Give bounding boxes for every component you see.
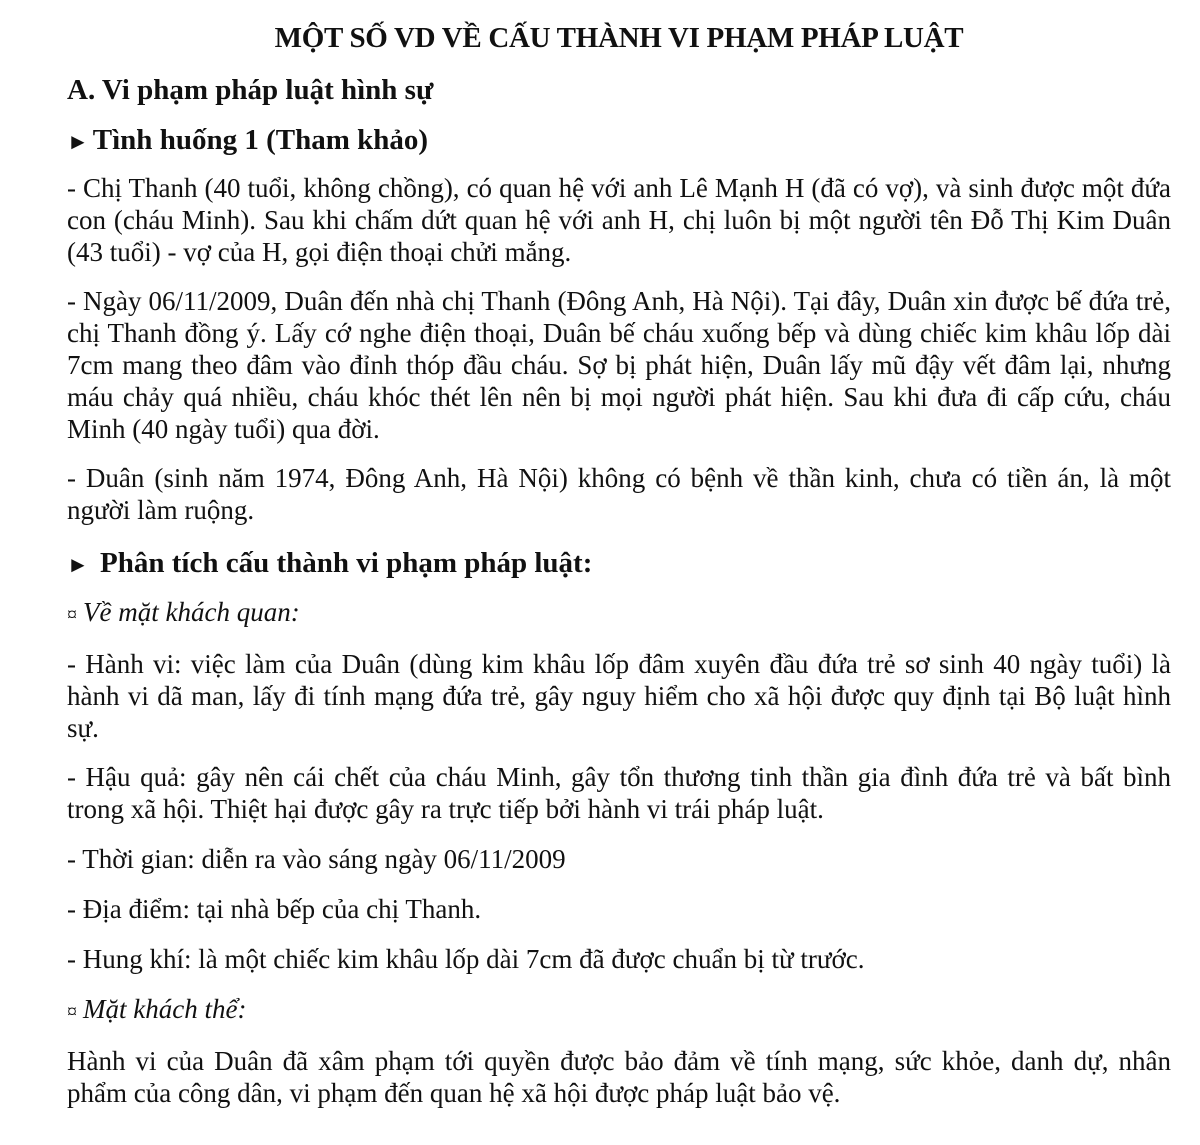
- object-paragraph: Hành vi của Duân đã xâm phạm tới quyền được bảo đảm về tính mạng, sức khỏe, danh dự, nhân phẩm của công dân, vi phạm đến quan hệ xã hội được pháp luật bảo vệ.: [67, 1046, 1171, 1108]
- currency-bullet-icon: ¤: [67, 1001, 77, 1023]
- place-line: - Địa điểm: tại nhà bếp của chị Thanh.: [67, 894, 482, 924]
- objective-heading-text: Về mặt khách quan:: [83, 597, 300, 627]
- analysis-heading-text: Phân tích cấu thành vi phạm pháp luật:: [100, 547, 593, 579]
- analysis-heading: [67, 543, 1171, 585]
- case-paragraph-1: - Chị Thanh (40 tuổi, không chồng), có quan hệ với anh Lê Mạnh H (đã có vợ), và sinh được một đứa con (cháu Minh). Sau khi chấm dứt quan hệ với anh H, chị luôn bị một người tên Đỗ Thị Kim Duân (43 tuổi) - vợ của H, gọi điện thoại chửi mắng.: [67, 173, 1171, 267]
- case-heading-text: Tình huống 1 (Tham khảo): [92, 124, 429, 156]
- object-heading-text: Mặt khách thể:: [83, 994, 247, 1024]
- objective-item-behavior: - Hành vi: việc làm của Duân (dùng kim khâu lốp đâm xuyên đầu đứa trẻ sơ sinh 40 ngày tuổi) là hành vi dã man, lấy đi tính mạng đứa trẻ, gây nguy hiểm cho xã hội được quy định tại Bộ luật hình sự.: [67, 649, 1171, 743]
- case-paragraph-2: - Ngày 06/11/2009, Duân đến nhà chị Thanh (Đông Anh, Hà Nội). Tại đây, Duân xin được bế đứa trẻ, chị Thanh đồng ý. Lấy cớ nghe điện thoại, Duân bế cháu xuống bếp và dùng chiếc kim khâu lốp dài 7cm mang theo đâm vào đỉnh thóp đầu cháu. Sợ bị phát hiện, Duân lấy mũ đậy vết đâm lại, nhưng máu chảy quá nhiều, cháu khóc thét lên nên bị mọi người phát hiện. Sau khi đưa đi cấp cứu, cháu Minh (40 ngày tuổi) qua đời.: [67, 286, 1171, 444]
- section-a-heading: A. Vi phạm pháp luật hình sự: [67, 74, 434, 106]
- document-page: [67, 18, 1171, 1126]
- document-title: MỘT SỐ VD VỀ CẤU THÀNH VI PHẠM PHÁP LUẬT: [274, 22, 964, 54]
- triangle-marker-icon: ►: [67, 129, 89, 154]
- object-heading: [67, 992, 1171, 1029]
- currency-bullet-icon: ¤: [67, 604, 77, 626]
- objective-heading: [67, 595, 1171, 632]
- weapon-line: - Hung khí: là một chiếc kim khâu lốp dài 7cm đã được chuẩn bị từ trước.: [67, 944, 865, 974]
- objective-item-consequence: - Hậu quả: gây nên cái chết của cháu Minh, gây tổn thương tinh thần gia đình đứa trẻ và bất bình trong xã hội. Thiệt hại được gây ra trực tiếp bởi hành vi trái pháp luật.: [67, 762, 1171, 824]
- case-paragraph-3: - Duân (sinh năm 1974, Đông Anh, Hà Nội) không có bệnh về thần kinh, chưa có tiền án, là một người làm ruộng.: [67, 463, 1171, 525]
- time-line: - Thời gian: diễn ra vào sáng ngày 06/11/2009: [67, 844, 566, 874]
- triangle-marker-icon: ►: [67, 552, 89, 577]
- case-heading: [67, 120, 1171, 162]
